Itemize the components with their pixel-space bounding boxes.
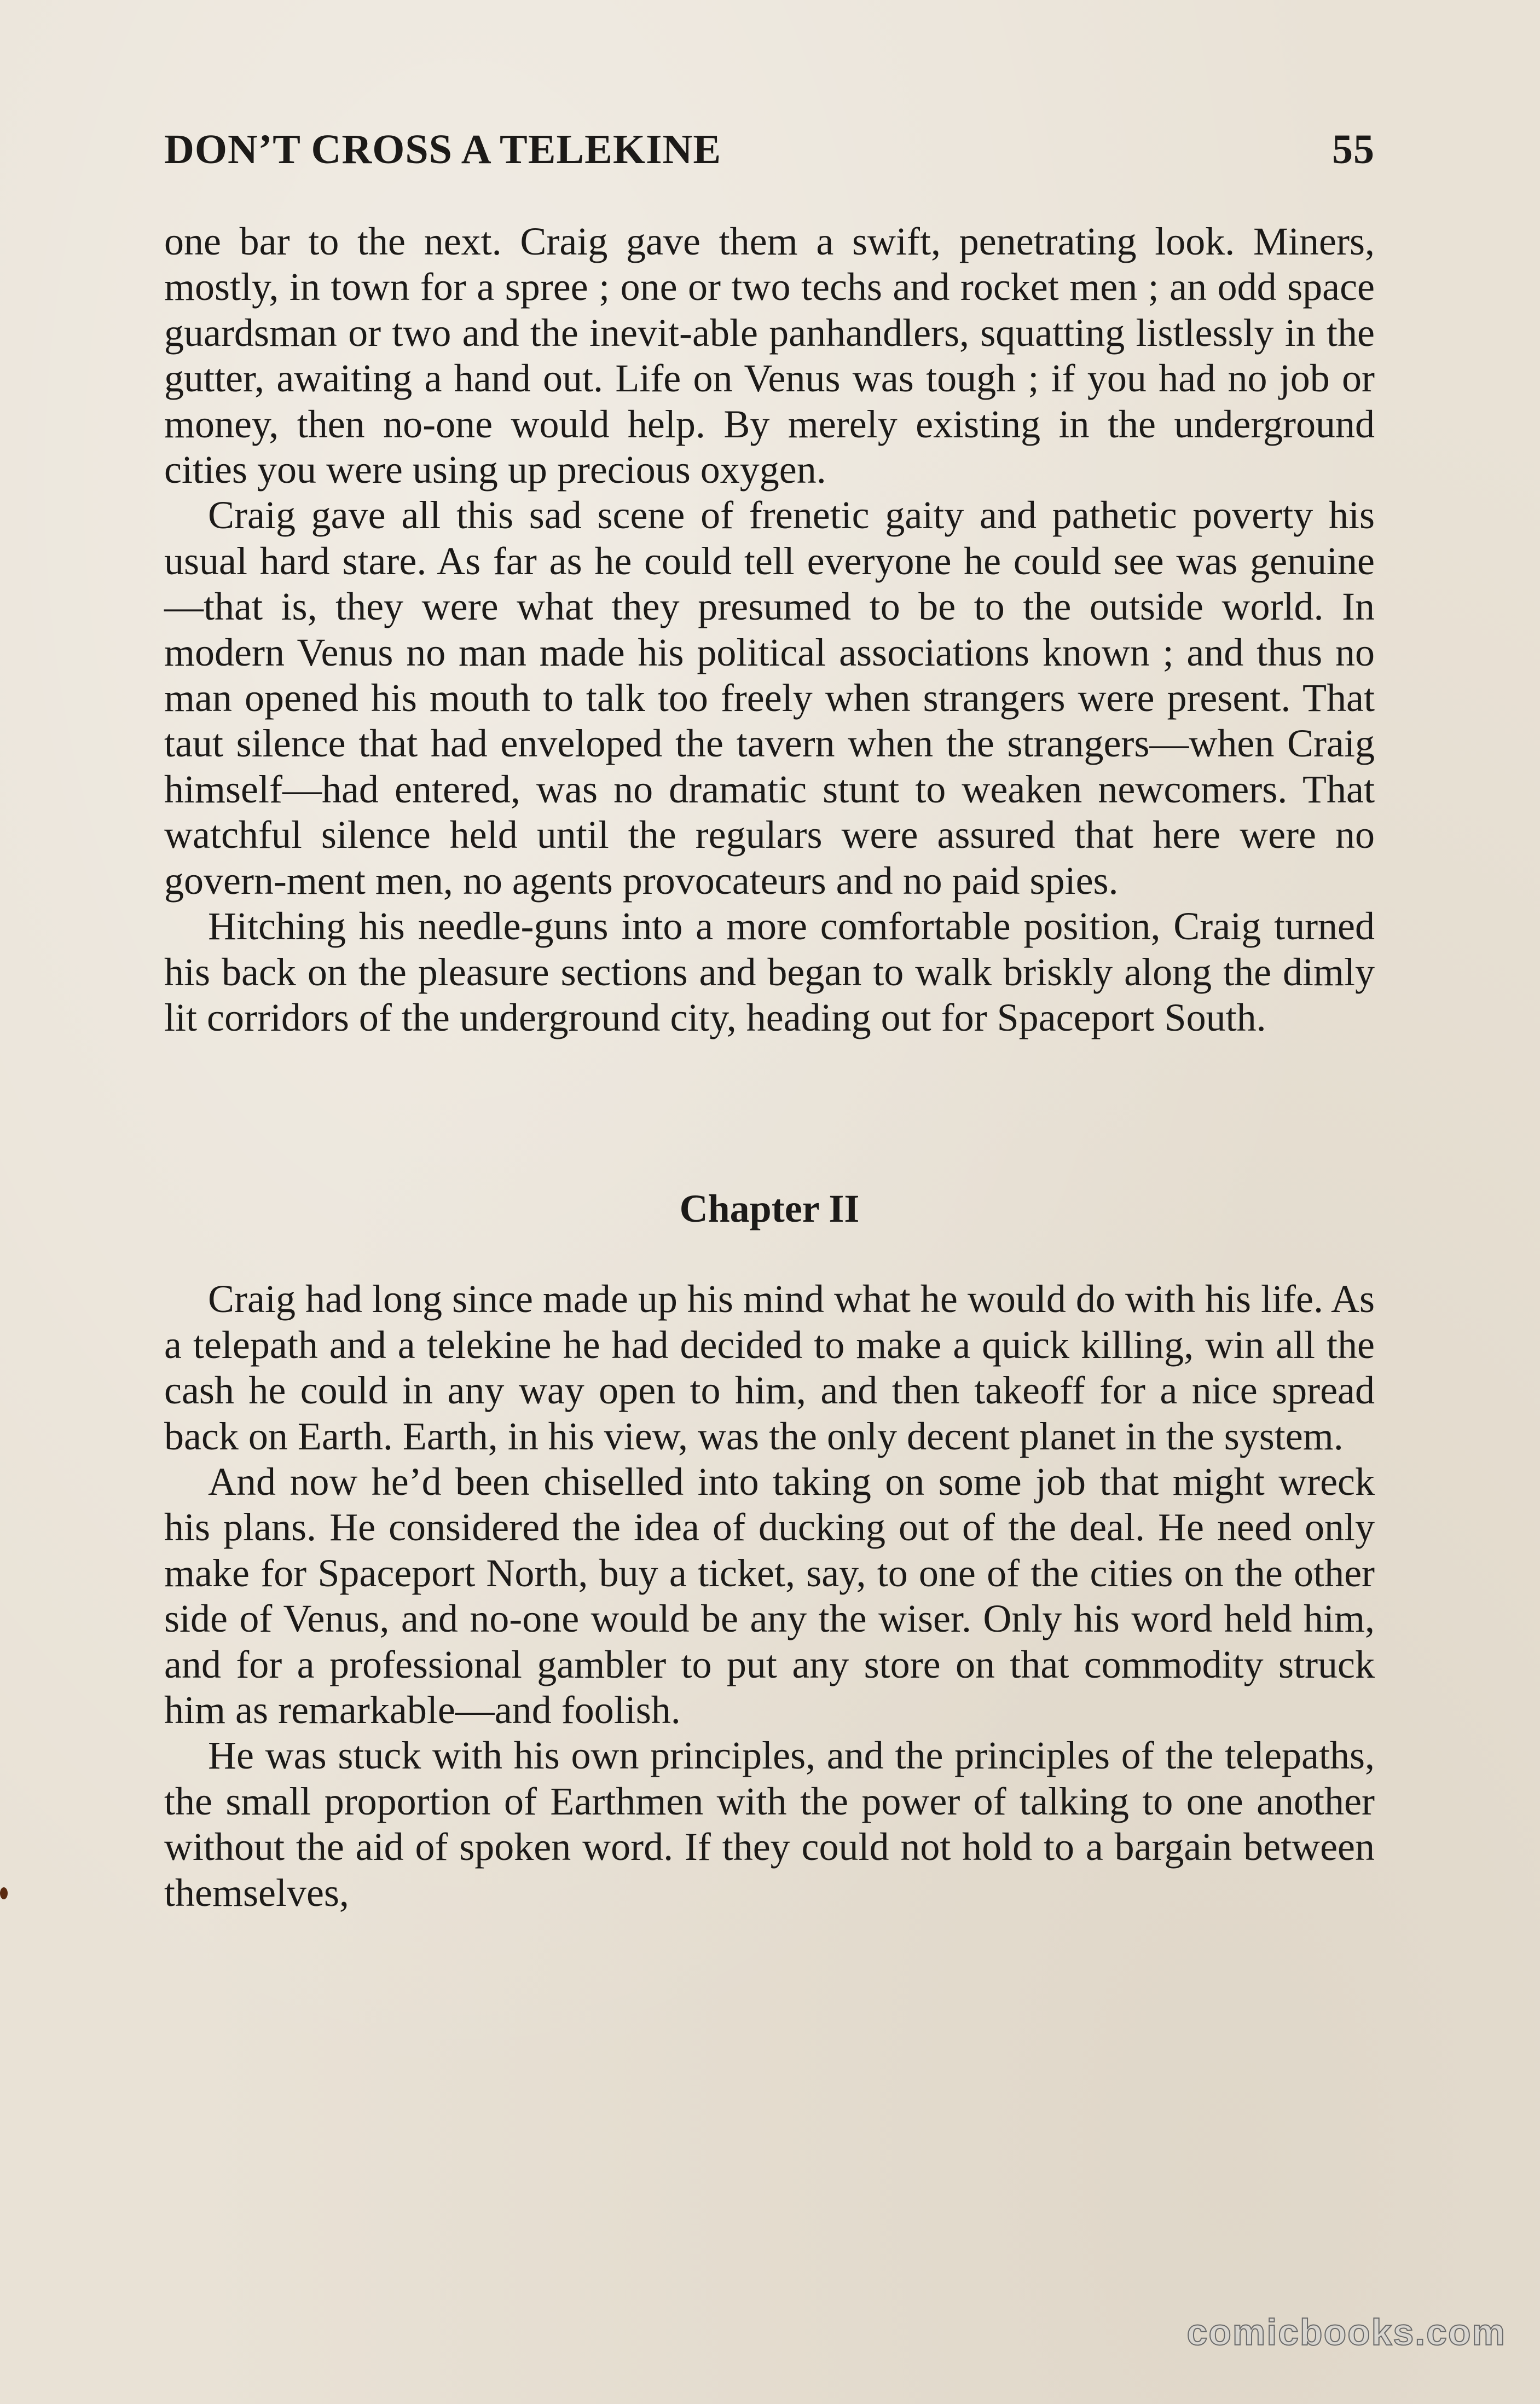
page-number: 55 [1332,126,1375,172]
running-title: DON’T CROSS A TELEKINE [164,126,722,172]
paragraph: He was stuck with his own principles, and the principles of the telepaths, the small proportion of Earthmen with the power of talking to one another without the aid of spoken word. If they could not hold to a bargain between themselves, [164,1733,1375,1915]
running-head [164,126,1375,175]
paragraph: Craig gave all this sad scene of frenetic gaity and pathetic poverty his usual hard stare. As far as he could tell everyone he could see was genuine—that is, they were what they presumed to be to the outside world. In modern Venus no man made his political associations known ; and thus no man opened his mouth to talk too freely when strangers were present. That taut silence that had enveloped the tavern when the strangers—when Craig himself—had entered, was no dramatic stunt to weaken newcomers. That watchful silence held until the regulars were assured that here were no govern-ment men, no agents provocateurs and no paid spies. [164,493,1375,903]
paragraph: Hitching his needle-guns into a more comfortable position, Craig turned his back on the pleasure sections and began to walk briskly along the dimly lit corridors of the underground city, heading out for Spaceport South. [164,904,1375,1039]
watermark: comicbooks.com [1186,2311,1506,2353]
paragraph: one bar to the next. Craig gave them a swift, penetrating look. Miners, mostly, in town for a spree ; one or two techs and rocket men ; an odd space guardsman or two and the inevit-able panhandlers, squatting listlessly in the gutter, awaiting a hand out. Life on Venus was tough ; if you had no job or money, then no-one would help. By merely existing in the underground cities you were using up precious oxygen. [164,219,1375,492]
chapter-heading: Chapter II [679,1187,860,1231]
ink-spot [0,1887,8,1899]
paragraph: Craig had long since made up his mind what he would do with his life. As a telepath and a telekine he had decided to make a quick killing, win all the cash he could in any way open to him, and then takeoff for a nice spread back on Earth. Earth, in his view, was the only decent planet in the system. [164,1277,1375,1458]
chapter-body [164,1276,1375,1916]
book-page [164,126,1375,2261]
paragraph: And now he’d been chiselled into taking on some job that might wreck his plans. He considered the idea of ducking out of the deal. He need only make for Spaceport North, buy a ticket, say, to one of the cities on the other side of Venus, and no-one would be any the wiser. Only his word held him, and for a professional gambler to put any store on that commodity struck him as remarkable—and foolish. [164,1459,1375,1732]
section-one [164,219,1375,1041]
